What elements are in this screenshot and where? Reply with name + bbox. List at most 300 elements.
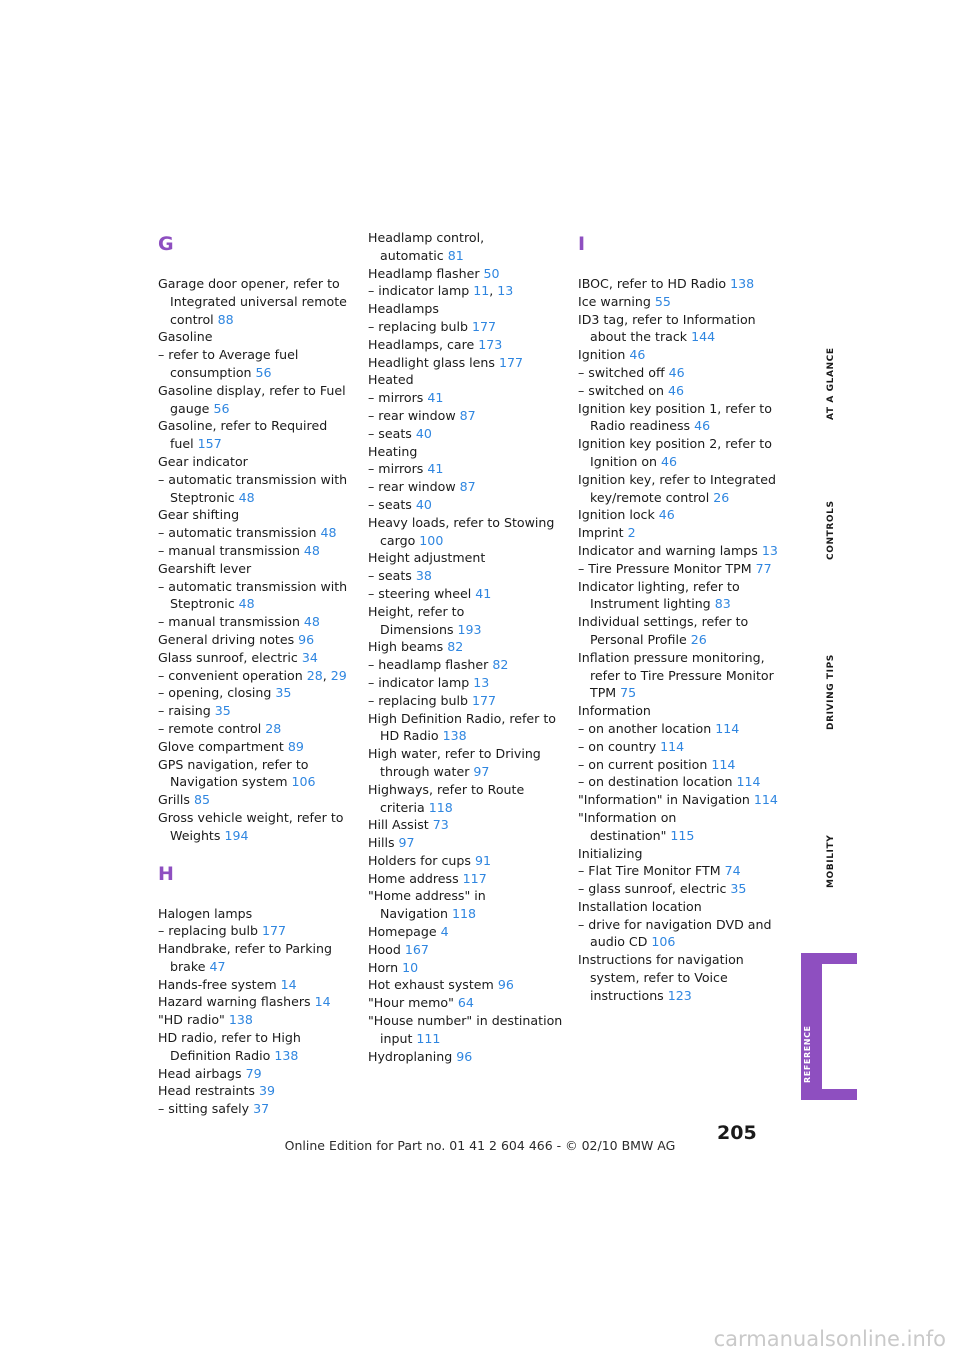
page-reference-link[interactable]: 14 — [280, 976, 297, 992]
index-entry-text: "HD radio" — [158, 1012, 225, 1028]
index-entry — [368, 887, 568, 923]
page-reference-link[interactable]: 41 — [475, 585, 492, 601]
index-entry — [158, 275, 358, 328]
index-entry-text: Height adjustment — [368, 550, 486, 566]
index-entry-text: General driving notes — [158, 631, 295, 647]
index-entry-text: Highways, refer to Route criteria — [368, 781, 525, 815]
index-entry-text: – sitting safely — [158, 1101, 250, 1117]
index-entry-text: Holders for cups — [368, 852, 471, 868]
index-entry-text: Headlamp flasher — [368, 265, 480, 281]
index-entry-text: – mirrors — [368, 461, 424, 477]
index-entry — [368, 229, 568, 265]
index-entry — [578, 471, 778, 507]
index-entry — [368, 816, 568, 834]
index-entry — [368, 745, 568, 781]
index-entry — [578, 311, 778, 347]
page-reference-link[interactable]: 29 — [330, 667, 347, 683]
index-entry — [158, 631, 358, 649]
page-reference-link[interactable]: 177 — [472, 318, 497, 334]
page-reference-link[interactable]: 64 — [457, 995, 474, 1011]
page-reference-link[interactable]: 177 — [498, 354, 524, 370]
page-reference-link[interactable]: 194 — [224, 827, 249, 843]
index-entry-text: Individual settings, refer to Personal Profile — [578, 614, 749, 647]
page-reference-link[interactable]: 117 — [462, 870, 487, 886]
index-entry — [368, 460, 568, 478]
index-entry-text: – glass sunroof, electric — [578, 881, 727, 897]
page-reference-link[interactable]: 85 — [194, 792, 211, 808]
page-reference-link[interactable]: 167 — [404, 941, 429, 957]
index-entry — [158, 993, 358, 1011]
index-entry-text: – manual transmission — [158, 542, 300, 558]
index-entry-text: Grills — [158, 792, 190, 808]
index-entry-text: GPS navigation, refer to Navigation system — [158, 756, 309, 790]
index-entry-text: Indicator and warning lamps — [578, 542, 758, 558]
index-entry-text: Heated — [368, 372, 414, 388]
index-entry — [578, 275, 778, 293]
page-reference-link[interactable]: 13 — [497, 283, 514, 299]
index-entry-text: Instructions for navigation system, refer to Voice instructions — [578, 952, 744, 1003]
index-entry — [368, 870, 568, 888]
index-entry-text: "Hour memo" — [368, 995, 454, 1011]
page-reference-link[interactable]: 28 — [306, 667, 323, 683]
page-reference-link[interactable]: 77 — [755, 560, 772, 576]
index-entry-text: Inflation pressure monitoring, refer to Tire Pressure Monitor TPM — [578, 649, 774, 701]
page-reference-link[interactable]: 56 — [213, 400, 230, 416]
page-reference-link[interactable]: 118 — [428, 799, 453, 815]
page-reference-link[interactable]: 55 — [654, 293, 671, 309]
page-reference-link[interactable]: 50 — [483, 265, 500, 281]
index-entry: – indicator lamp 11, 13 — [368, 283, 514, 299]
page-reference-link[interactable]: 82 — [447, 639, 464, 655]
section-letter: G — [158, 233, 174, 255]
page-reference-link[interactable]: 138 — [730, 276, 755, 291]
index-entry — [158, 1065, 358, 1083]
index-entry-text: Gross vehicle weight, refer to Weights — [158, 809, 344, 843]
index-entry-text: Gasoline, refer to Required fuel — [158, 418, 328, 452]
index-entry-text: Hills — [368, 835, 395, 851]
index-entry — [158, 1029, 358, 1065]
index-entry-text: – rear window — [368, 479, 456, 495]
index-entry — [368, 994, 568, 1012]
index-entry-text: – seats — [368, 425, 412, 441]
page-reference-link[interactable]: 41 — [427, 390, 444, 406]
index-entry-text: – manual transmission — [158, 614, 300, 630]
page-reference-link[interactable]: 73 — [432, 817, 449, 833]
page-reference-link[interactable]: 46 — [694, 418, 711, 434]
page-reference-link[interactable]: 11 — [473, 283, 490, 299]
page-reference-link[interactable]: 26 — [713, 489, 730, 505]
page-reference-link[interactable]: 48 — [320, 525, 337, 541]
page-reference-link[interactable]: 48 — [238, 596, 255, 612]
page-reference-link[interactable]: 88 — [217, 311, 234, 327]
page-reference-link[interactable]: 138 — [442, 728, 467, 744]
index-entry — [158, 756, 358, 792]
index-entry-text: IBOC, refer to HD Radio — [578, 276, 727, 291]
index-entry — [578, 862, 778, 880]
page-reference-link[interactable]: 56 — [255, 364, 272, 380]
page-reference-link[interactable]: 144 — [691, 329, 716, 345]
index-entry — [368, 638, 568, 656]
index-entry — [368, 923, 568, 941]
page-reference-link[interactable]: 40 — [415, 496, 432, 512]
section-letter: H — [158, 862, 174, 885]
page-reference-link[interactable]: 13 — [761, 542, 778, 558]
index-entry-text: Hood — [368, 941, 401, 957]
index-entry-text: – drive for navigation DVD and audio CD — [578, 916, 772, 950]
index-entry-text: Head restraints — [158, 1083, 255, 1099]
index-entry-text: – on current position — [578, 756, 708, 772]
page-reference-link[interactable]: 114 — [736, 774, 761, 790]
page-reference-link[interactable]: 35 — [275, 685, 292, 701]
index-column-3 — [578, 229, 778, 1005]
index-entry-text: – mirrors — [368, 390, 424, 406]
page-reference-link[interactable]: 82 — [492, 657, 509, 673]
index-entry — [368, 443, 568, 461]
reference-marker-inner — [822, 964, 857, 1089]
index-entry-text: Head airbags — [158, 1065, 242, 1081]
page-reference-link[interactable]: 97 — [473, 763, 490, 779]
index-entry-text: High Definition Radio, refer to HD Radio — [368, 710, 556, 744]
page-reference-link[interactable]: 35 — [730, 881, 747, 897]
index-entry — [578, 880, 778, 898]
index-entry-text: Gear shifting — [158, 507, 240, 523]
index-entry — [368, 514, 568, 550]
index-entry — [368, 603, 568, 639]
index-entry-text: Ignition key position 2, refer to Ignition on — [578, 436, 772, 469]
index-entry — [578, 791, 778, 809]
index-entry — [368, 674, 568, 692]
index-entry — [368, 300, 568, 318]
page-reference-link[interactable]: 46 — [668, 364, 685, 380]
index-entry — [368, 407, 568, 425]
index-entry-text: – headlamp flasher — [368, 657, 489, 673]
index-entry-text: Handbrake, refer to Parking brake — [158, 941, 332, 974]
page-reference-link[interactable]: 4 — [440, 924, 449, 940]
index-entry-text: "House number" in destination input — [368, 1013, 563, 1046]
index-entry — [368, 354, 568, 372]
index-column-2 — [368, 229, 568, 1065]
index-entry — [158, 328, 358, 346]
index-entry-text: ID3 tag, refer to Information about the track — [578, 311, 756, 345]
page-reference-link[interactable]: 46 — [658, 507, 675, 523]
page-reference-link[interactable]: 157 — [197, 436, 222, 452]
index-entry — [368, 710, 568, 746]
index-entry-text: Initializing — [578, 845, 643, 861]
index-entry — [578, 364, 778, 382]
page-reference-link[interactable]: 100 — [419, 532, 444, 548]
page-reference-link[interactable]: 106 — [291, 774, 316, 790]
page-reference-link[interactable]: 81 — [447, 247, 464, 263]
page-reference-link[interactable]: 91 — [474, 852, 491, 868]
index-entry-text: Hazard warning flashers — [158, 994, 311, 1010]
index-entry — [158, 720, 358, 738]
index-entry — [368, 1048, 568, 1066]
index-entry — [158, 560, 358, 578]
index-entry-text: – switched on — [578, 382, 664, 398]
footer-edition-note: Online Edition for Part no. 01 41 2 604 466 - © 02/10 BMW AG — [284, 1138, 676, 1153]
index-entry-text: – seats — [368, 496, 412, 512]
page-reference-link[interactable]: 114 — [660, 738, 685, 754]
index-entry-text: – Tire Pressure Monitor TPM — [578, 560, 752, 576]
page-reference-link[interactable]: 48 — [303, 542, 320, 558]
page-reference-link[interactable]: 26 — [690, 631, 707, 647]
index-entry — [578, 738, 778, 756]
index-entry — [368, 781, 568, 817]
page-reference-link[interactable]: 46 — [629, 347, 646, 363]
index-entry — [578, 720, 778, 738]
index-entry — [368, 941, 568, 959]
index-entry — [368, 976, 568, 994]
index-entry-text: – refer to Average fuel consumption — [158, 347, 299, 380]
tab-reference[interactable]: REFERENCE — [803, 1025, 812, 1083]
index-entry — [158, 453, 358, 471]
index-entry-text: Ignition lock — [578, 507, 655, 523]
index-entry — [578, 346, 778, 364]
index-entry — [158, 791, 358, 809]
index-entry-text: – remote control — [158, 720, 262, 736]
index-entry — [158, 976, 358, 994]
page-reference-link[interactable]: 79 — [245, 1065, 262, 1081]
index-entry — [578, 613, 778, 649]
index-entry-text: Gasoline display, refer to Fuel gauge — [158, 382, 346, 416]
index-entry-text: – Flat Tire Monitor FTM — [578, 863, 721, 879]
index-entry — [368, 656, 568, 674]
page-reference-link[interactable]: 177 — [472, 692, 497, 708]
page-reference-link[interactable]: 173 — [478, 336, 503, 352]
index-column-1 — [158, 229, 358, 1118]
page-reference-link[interactable]: 115 — [670, 827, 695, 843]
index-entry — [578, 578, 778, 614]
page-reference-link[interactable]: 48 — [238, 489, 255, 505]
index-entry-text: – on another location — [578, 720, 712, 736]
page-reference-link[interactable]: 38 — [415, 568, 432, 584]
page-reference-link[interactable]: 114 — [711, 756, 736, 772]
page-reference-link[interactable]: 37 — [253, 1101, 270, 1117]
index-entry-text: HD radio, refer to High Definition Radio — [158, 1030, 301, 1063]
index-entry-text: Gearshift lever — [158, 560, 252, 576]
page-reference-link[interactable]: 83 — [714, 596, 731, 612]
index-entry-text: Homepage — [368, 924, 437, 940]
index-entry — [158, 1082, 358, 1100]
page-reference-link[interactable]: 89 — [287, 738, 304, 754]
page-reference-link[interactable]: 138 — [274, 1047, 299, 1063]
page-reference-link[interactable]: 106 — [651, 934, 676, 950]
index-entry — [578, 649, 778, 702]
index-entry: – convenient operation 28, 29 — [158, 667, 347, 683]
index-entry-text: – switched off — [578, 364, 665, 380]
index-entry — [368, 692, 568, 710]
index-entry — [158, 346, 358, 382]
index-entry — [368, 1012, 568, 1048]
index-entry-text: Glass sunroof, electric — [158, 649, 298, 665]
page-reference-link[interactable]: 96 — [497, 977, 514, 993]
section-letter: I — [578, 233, 586, 255]
index-entry — [158, 1011, 358, 1029]
index-entry — [578, 506, 778, 524]
index-entry-text: – on destination location — [578, 774, 733, 790]
page-reference-link[interactable]: 114 — [715, 720, 740, 736]
page-reference-link[interactable]: 193 — [457, 621, 482, 637]
index-entry-text: High water, refer to Driving through water — [368, 746, 541, 779]
index-entry — [158, 417, 358, 453]
index-entry-text: "Information on destination" — [578, 809, 677, 843]
page-reference-link[interactable]: 28 — [265, 720, 282, 736]
index-entry — [578, 898, 778, 916]
page-reference-link[interactable]: 177 — [262, 923, 287, 939]
index-entry — [578, 773, 778, 791]
index-entry — [578, 916, 778, 952]
index-entry — [158, 940, 358, 976]
index-entry-text: Ignition key, refer to Integrated key/remote control — [578, 471, 776, 505]
index-entry-text: – steering wheel — [368, 585, 472, 601]
index-entry — [578, 702, 778, 720]
page-reference-link[interactable]: 39 — [258, 1083, 275, 1099]
page-reference-link[interactable]: 47 — [209, 958, 226, 974]
tab-mobility[interactable]: MOBILITY — [826, 834, 836, 888]
index-entry-text: – raising — [158, 703, 211, 719]
index-entry-text: Heating — [368, 443, 418, 459]
index-entry-text: High beams — [368, 639, 444, 655]
index-entry — [158, 382, 358, 418]
index-entry — [368, 549, 568, 567]
index-entry — [158, 922, 358, 940]
page-reference-link[interactable]: 138 — [228, 1012, 253, 1028]
index-entry-text: – replacing bulb — [368, 318, 469, 334]
page-reference-link[interactable]: 114 — [753, 792, 778, 808]
tab-controls[interactable]: CONTROLS — [826, 500, 836, 560]
page-reference-link[interactable]: 74 — [724, 863, 741, 879]
page-reference-link[interactable]: 87 — [459, 407, 476, 423]
index-entry-text: Indicator lighting, refer to Instrument lighting — [578, 578, 740, 612]
index-entry — [158, 471, 358, 507]
index-entry-text: Information — [578, 703, 651, 719]
tab-at-a-glance[interactable]: AT A GLANCE — [826, 347, 836, 420]
index-entry — [578, 560, 778, 578]
page-reference-link[interactable]: 96 — [298, 631, 315, 647]
index-entry — [578, 382, 778, 400]
page-reference-link[interactable]: 2 — [627, 525, 636, 541]
index-entry-text: Installation location — [578, 898, 702, 914]
index-entry — [158, 1100, 358, 1118]
index-entry — [368, 959, 568, 977]
index-entry-text: Hot exhaust system — [368, 977, 494, 993]
index-entry-text: Headlamp control, automatic — [368, 230, 485, 263]
page-reference-link[interactable]: 97 — [398, 835, 415, 851]
watermark: carmanualsonline.info — [713, 1327, 946, 1351]
index-entry — [158, 809, 358, 845]
index-entry — [578, 756, 778, 774]
page-reference-link[interactable]: 111 — [416, 1030, 441, 1046]
index-entry — [368, 567, 568, 585]
index-entry-text: "Home address" in Navigation — [368, 888, 486, 922]
index-entry-text: Ice warning — [578, 293, 651, 309]
index-entry-text: Imprint — [578, 525, 624, 541]
index-entry — [368, 834, 568, 852]
page-reference-link[interactable]: 13 — [473, 674, 490, 690]
index-entry-text: Ignition key position 1, refer to Radio readiness — [578, 400, 772, 434]
index-entry — [368, 585, 568, 603]
page-reference-link[interactable]: 96 — [456, 1048, 473, 1064]
index-entry-text: Headlamps — [368, 301, 439, 317]
index-entry — [368, 265, 568, 283]
page-reference-link[interactable]: 48 — [303, 614, 320, 630]
index-entry-text: Halogen lamps — [158, 905, 253, 921]
index-entry-text: – indicator lamp — [368, 283, 470, 299]
index-entry-text: Glove compartment — [158, 738, 284, 754]
index-entry-text: Height, refer to Dimensions — [368, 603, 465, 637]
page-reference-link[interactable]: 123 — [667, 987, 692, 1003]
index-entry — [578, 524, 778, 542]
index-entry — [578, 845, 778, 863]
index-entry-text: – automatic transmission with Steptronic — [158, 471, 348, 505]
page-reference-link[interactable]: 46 — [667, 382, 684, 398]
index-entry — [368, 389, 568, 407]
index-entry-text: – automatic transmission — [158, 525, 317, 541]
index-entry — [578, 951, 778, 1004]
index-entry-text: – indicator lamp — [368, 674, 470, 690]
index-entry — [578, 542, 778, 560]
index-entry — [158, 905, 358, 923]
index-entry-text: Gasoline — [158, 329, 213, 345]
index-entry-text: Home address — [368, 870, 459, 886]
page-reference-link[interactable]: 14 — [314, 994, 331, 1010]
page-reference-link[interactable]: 87 — [459, 479, 476, 495]
index-entry-text: – rear window — [368, 407, 456, 423]
index-entry — [578, 400, 778, 436]
index-entry — [158, 578, 358, 614]
index-entry — [158, 702, 358, 720]
reference-section-marker — [801, 953, 857, 1100]
index-entry-text: "Information" in Navigation — [578, 792, 750, 808]
tab-driving-tips[interactable]: DRIVING TIPS — [826, 654, 836, 730]
index-entry — [578, 435, 778, 471]
index-entry — [158, 738, 358, 756]
index-entry-text: – opening, closing — [158, 685, 272, 701]
index-entry-text: – convenient operation — [158, 667, 303, 683]
index-entry-text: – on country — [578, 738, 657, 754]
index-entry-text: – automatic transmission with Steptronic — [158, 578, 348, 612]
index-entry-text: Hill Assist — [368, 817, 429, 833]
index-entry — [158, 613, 358, 631]
page-reference-link[interactable]: 34 — [301, 649, 318, 665]
page-reference-link[interactable]: 46 — [661, 453, 678, 469]
index-entry-text: – replacing bulb — [158, 923, 259, 939]
index-entry-text: Horn — [368, 959, 399, 975]
index-entry — [368, 852, 568, 870]
index-entry — [158, 506, 358, 524]
index-entry-text: Hydroplaning — [368, 1048, 453, 1064]
index-entry-text: Ignition — [578, 347, 626, 363]
page-reference-link[interactable]: 10 — [402, 959, 419, 975]
page-reference-link[interactable]: 75 — [620, 685, 637, 701]
index-entry — [158, 684, 358, 702]
page-reference-link[interactable]: 41 — [427, 461, 444, 477]
index-entry-text: Heavy loads, refer to Stowing cargo — [368, 514, 555, 548]
index-entry-text: – seats — [368, 568, 412, 584]
page-reference-link[interactable]: 35 — [214, 703, 231, 719]
index-entry-text: – replacing bulb — [368, 692, 469, 708]
index-entry — [578, 809, 778, 845]
page-reference-link[interactable]: 40 — [415, 425, 432, 441]
index-entry — [158, 542, 358, 560]
index-entry — [368, 425, 568, 443]
index-entry — [368, 496, 568, 514]
index-entry-text: Headlight glass lens — [368, 354, 495, 370]
index-entry — [368, 371, 568, 389]
index-entry — [158, 524, 358, 542]
index-entry — [368, 478, 568, 496]
page-reference-link[interactable]: 118 — [451, 906, 476, 922]
